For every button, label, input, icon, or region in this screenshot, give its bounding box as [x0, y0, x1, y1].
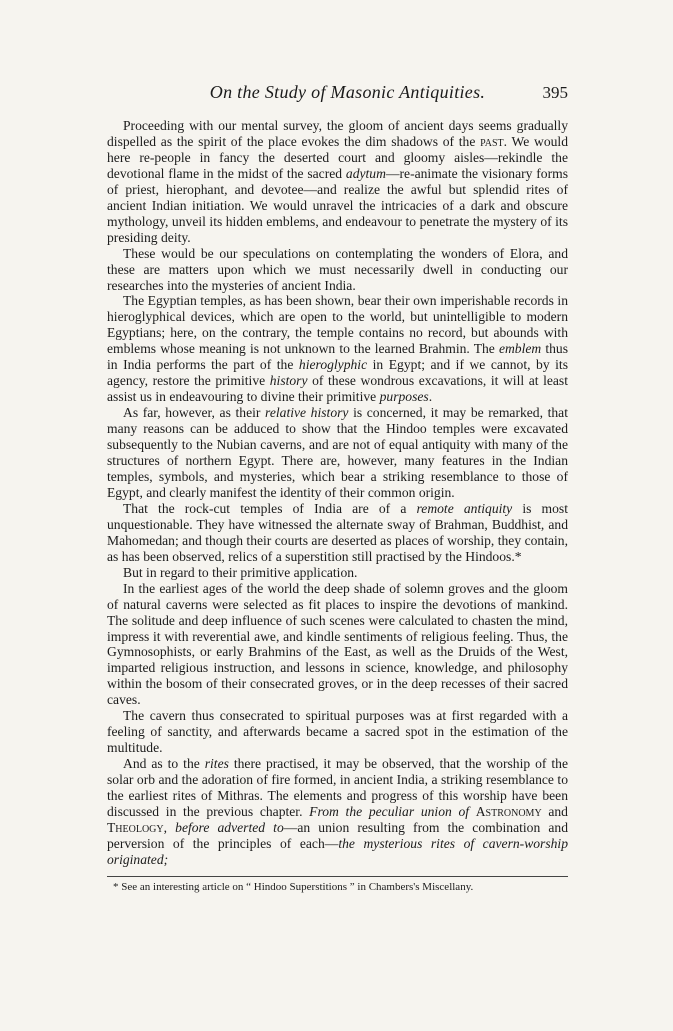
italic-text: rites — [204, 756, 229, 772]
italic-text: From the peculiar union of — [309, 803, 476, 819]
italic-text: the mysterious rites of cavern-worship originated; — [107, 835, 569, 867]
small-caps-text: Theology — [107, 819, 164, 835]
paragraph — [107, 501, 568, 565]
text-run: is most unquestionable. They have witnessed the alternate sway of Brahman, Buddhist, and Mahomedan; and though their courts are deserted as places of worship, they contain, as has been observed, relics of a superstition still practised by the Hindoos.* — [107, 500, 568, 564]
italic-text: relative history — [265, 405, 349, 421]
italic-text: emblem — [498, 341, 542, 357]
text-run: The Egyptian temples, as has been shown, bear their own imperishable records in hieroglyphical devices, which are open to the world, but unintelligible to modern Egyptians; here, on the contrary, the temple contains no record, but abounds with emblems whose meaning is not unknown to the learned Brahmin. The — [107, 293, 568, 357]
italic-text: hieroglyphic — [298, 357, 368, 373]
text-run: is concerned, it may be remarked, that many reasons can be adduced to show that the Hindoo temples were excavated subsequently to the Nubian caverns, and are not of equal antiquity with many of the structures of northern Egypt. There are, however, many features in the Indian temples, symbols, and mysteries, which bear a striking resemblance to those of Egypt, and clearly manifest the identity of their common origin. — [107, 405, 568, 500]
text-run: there practised, it may be observed, that the worship of the solar orb and the adoration of fire formed, in ancient India, a striking resemblance to the earliest rites of Mithras. The elements and progress of this worship have been discussed in the previous chapter. — [107, 756, 568, 819]
text-run: . We would here re-people in fancy the deserted court and gloomy aisles—rekindle the devotional flame in the midst of the sacred — [107, 133, 568, 181]
italic-text: history — [269, 373, 308, 389]
footnote: * See an interesting article on “ Hindoo Superstitions ” in Chambers's Miscellany. — [113, 880, 474, 893]
text-run: Proceeding with our mental survey, the gloom of ancient days seems gradually dispelled as the spirit of the place evokes the dim shadows of the — [107, 118, 568, 149]
text-run: But in regard to their primitive application. — [123, 564, 358, 580]
text-run: in Egypt; and if we cannot, by its agency, restore the primitive — [107, 357, 568, 389]
italic-text: adytum — [345, 165, 386, 181]
text-run: The cavern thus consecrated to spiritual purposes was at first regarded with a feeling of sanctity, and afterwards became a sacred spot in the estimation of the multitude. — [107, 708, 568, 756]
running-title: On the Study of Masonic Antiquities. — [209, 82, 486, 102]
paragraph — [107, 581, 568, 709]
text-run: and — [541, 803, 568, 819]
text-run: And as to the — [123, 756, 205, 772]
small-caps-text: Astronomy — [475, 803, 542, 819]
page-number: 395 — [542, 83, 568, 102]
text-run: That the rock-cut temples of India are of a — [123, 500, 417, 516]
text-run: , — [163, 819, 176, 835]
paragraph — [107, 708, 568, 756]
italic-text: purposes — [379, 389, 429, 405]
paragraph — [107, 293, 568, 405]
text-run: —an union resulting from the combination and perversion of the principles of each— — [107, 819, 569, 851]
text-run: —re-animate the visionary forms of priest, hierophant, and devotee—and realize the awful but splendid rites of ancient Indian initiation. We would unravel the intricacies of a dark and obscure mythology, unveil its hidden emblems, and endeavour to penetrate the mystery of its presiding deity. — [107, 165, 568, 245]
footnote-divider — [107, 876, 568, 877]
text-run: thus in India performs the part of the — [107, 341, 569, 373]
italic-text: before adverted to — [175, 819, 284, 835]
paragraph — [107, 756, 568, 868]
body-text — [107, 118, 568, 868]
text-run: In the earliest ages of the world the deep shade of solemn groves and the gloom of natural caverns were selected as fit places to inspire the devotions of mankind. The solitude and deep influence of such scenes were calculated to chasten the mind, impress it with reverential awe, and kindle sentiments of religious feeling. Thus, the Gymnosophists, or early Brahmins of the East, as well as the Druids of the West, imparted religious instruction, and lessons in science, knowledge, and philosophy within the bosom of their consecrated groves, or in the deep recesses of their sacred caves. — [107, 580, 568, 708]
paragraph — [107, 565, 568, 581]
text-run: As far, however, as their — [123, 405, 266, 421]
text-run: . — [428, 389, 433, 405]
small-caps-text: past — [480, 133, 504, 149]
paragraph — [107, 405, 568, 501]
paragraph — [107, 118, 568, 246]
text-run: These would be our speculations on contemplating the wonders of Elora, and these are matters upon which we must necessarily dwell in conducting our researches into the mysteries of ancient India. — [107, 245, 568, 293]
running-header — [107, 82, 568, 108]
italic-text: remote antiquity — [416, 500, 513, 516]
paragraph — [107, 246, 568, 294]
text-run: of these wondrous excavations, it will at least assist us in endeavouring to divine their primitive — [107, 373, 568, 405]
